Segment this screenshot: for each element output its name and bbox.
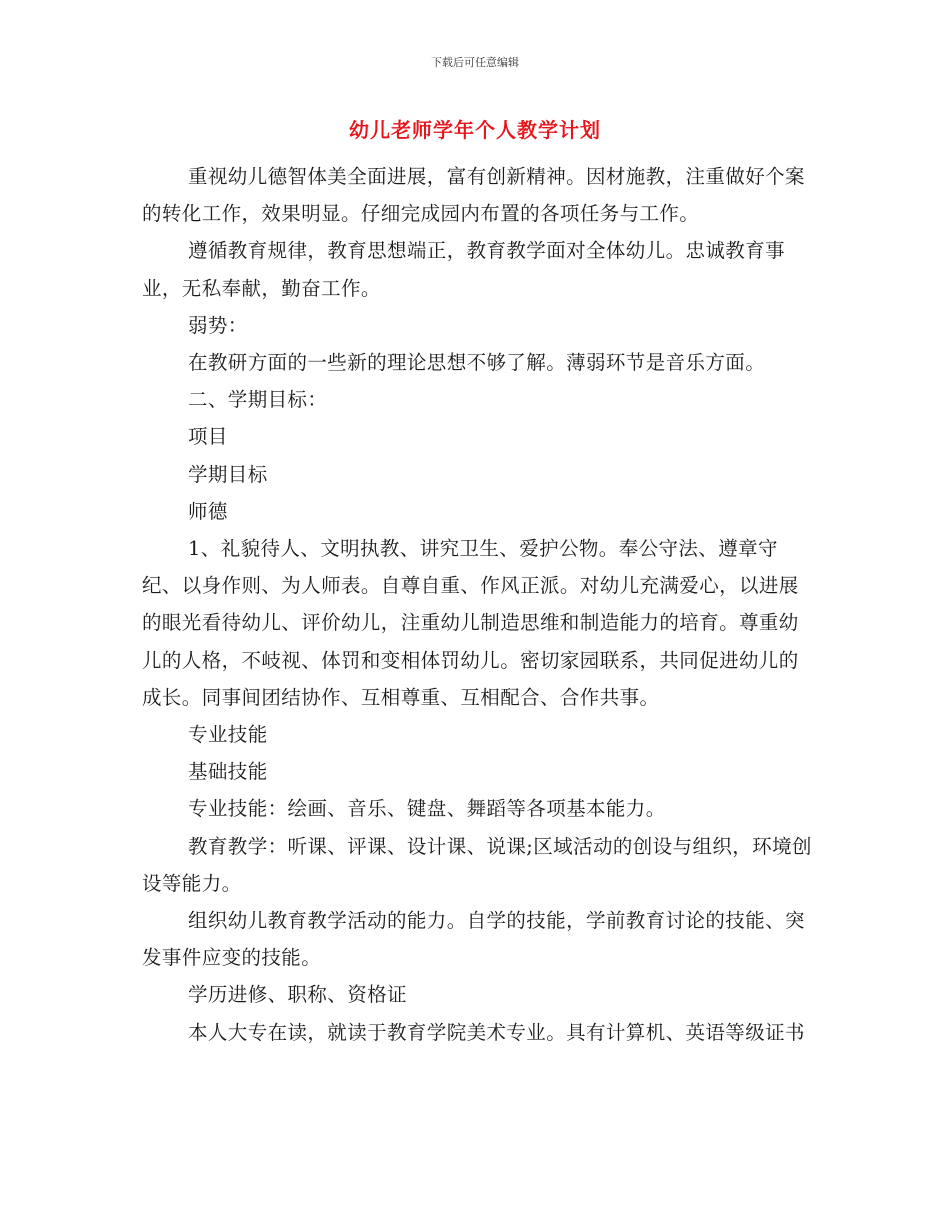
table-label: 学历进修、职称、资格证 [188,983,407,1007]
table-label: 基础技能 [188,760,268,784]
paragraph: 组织幼儿教育教学活动的能力。自学的技能，学前教育讨论的技能、突发事件应变的技能。 [142,909,805,970]
paragraph: 本人大专在读，就读于教育学院美术专业。具有计算机、英语等级证书 [188,1020,805,1044]
document-body [142,158,812,1051]
table-label: 项目 [188,425,228,449]
table-label: 学期目标 [188,462,268,486]
table-label: 师德 [188,499,228,523]
section-heading: 二、学期目标： [188,388,328,412]
paragraph: 1、礼貌待人、文明执教、讲究卫生、爱护公物。奉公守法、遵章守纪、以身作则、为人师表。自尊自重、作风正派。对幼儿充满爱心，以进展的眼光看待幼儿、评价幼儿，注重幼儿制造思维和制造能力的培育。尊重幼儿的人格，不岐视、体罚和变相体罚幼儿。密切家园联系，共同促进幼儿的成长。同事间团结协作、互相尊重、互相配合、合作共事。 [142,537,799,709]
table-label: 专业技能 [188,723,268,747]
paragraph: 遵循教育规律，教育思想端正，教育教学面对全体幼儿。忠诚教育事业，无私奉献，勤奋工作。 [142,239,786,300]
paragraph: 教育教学：听课、评课、设计课、说课;区域活动的创设与组织，环境创设等能力。 [142,834,812,895]
paragraph: 专业技能：绘画、音乐、键盘、舞蹈等各项基本能力。 [188,797,666,821]
header-note: 下载后可任意编辑 [431,56,519,69]
paragraph: 重视幼儿德智体美全面进展，富有创新精神。因材施教，注重做好个案的转化工作，效果明显。仔细完成园内布置的各项任务与工作。 [142,165,805,226]
paragraph: 在教研方面的一些新的理论思想不够了解。薄弱环节是音乐方面。 [188,351,766,375]
paragraph: 弱势： [188,313,248,337]
document-title: 幼儿老师学年个人教学计划 [349,118,601,142]
